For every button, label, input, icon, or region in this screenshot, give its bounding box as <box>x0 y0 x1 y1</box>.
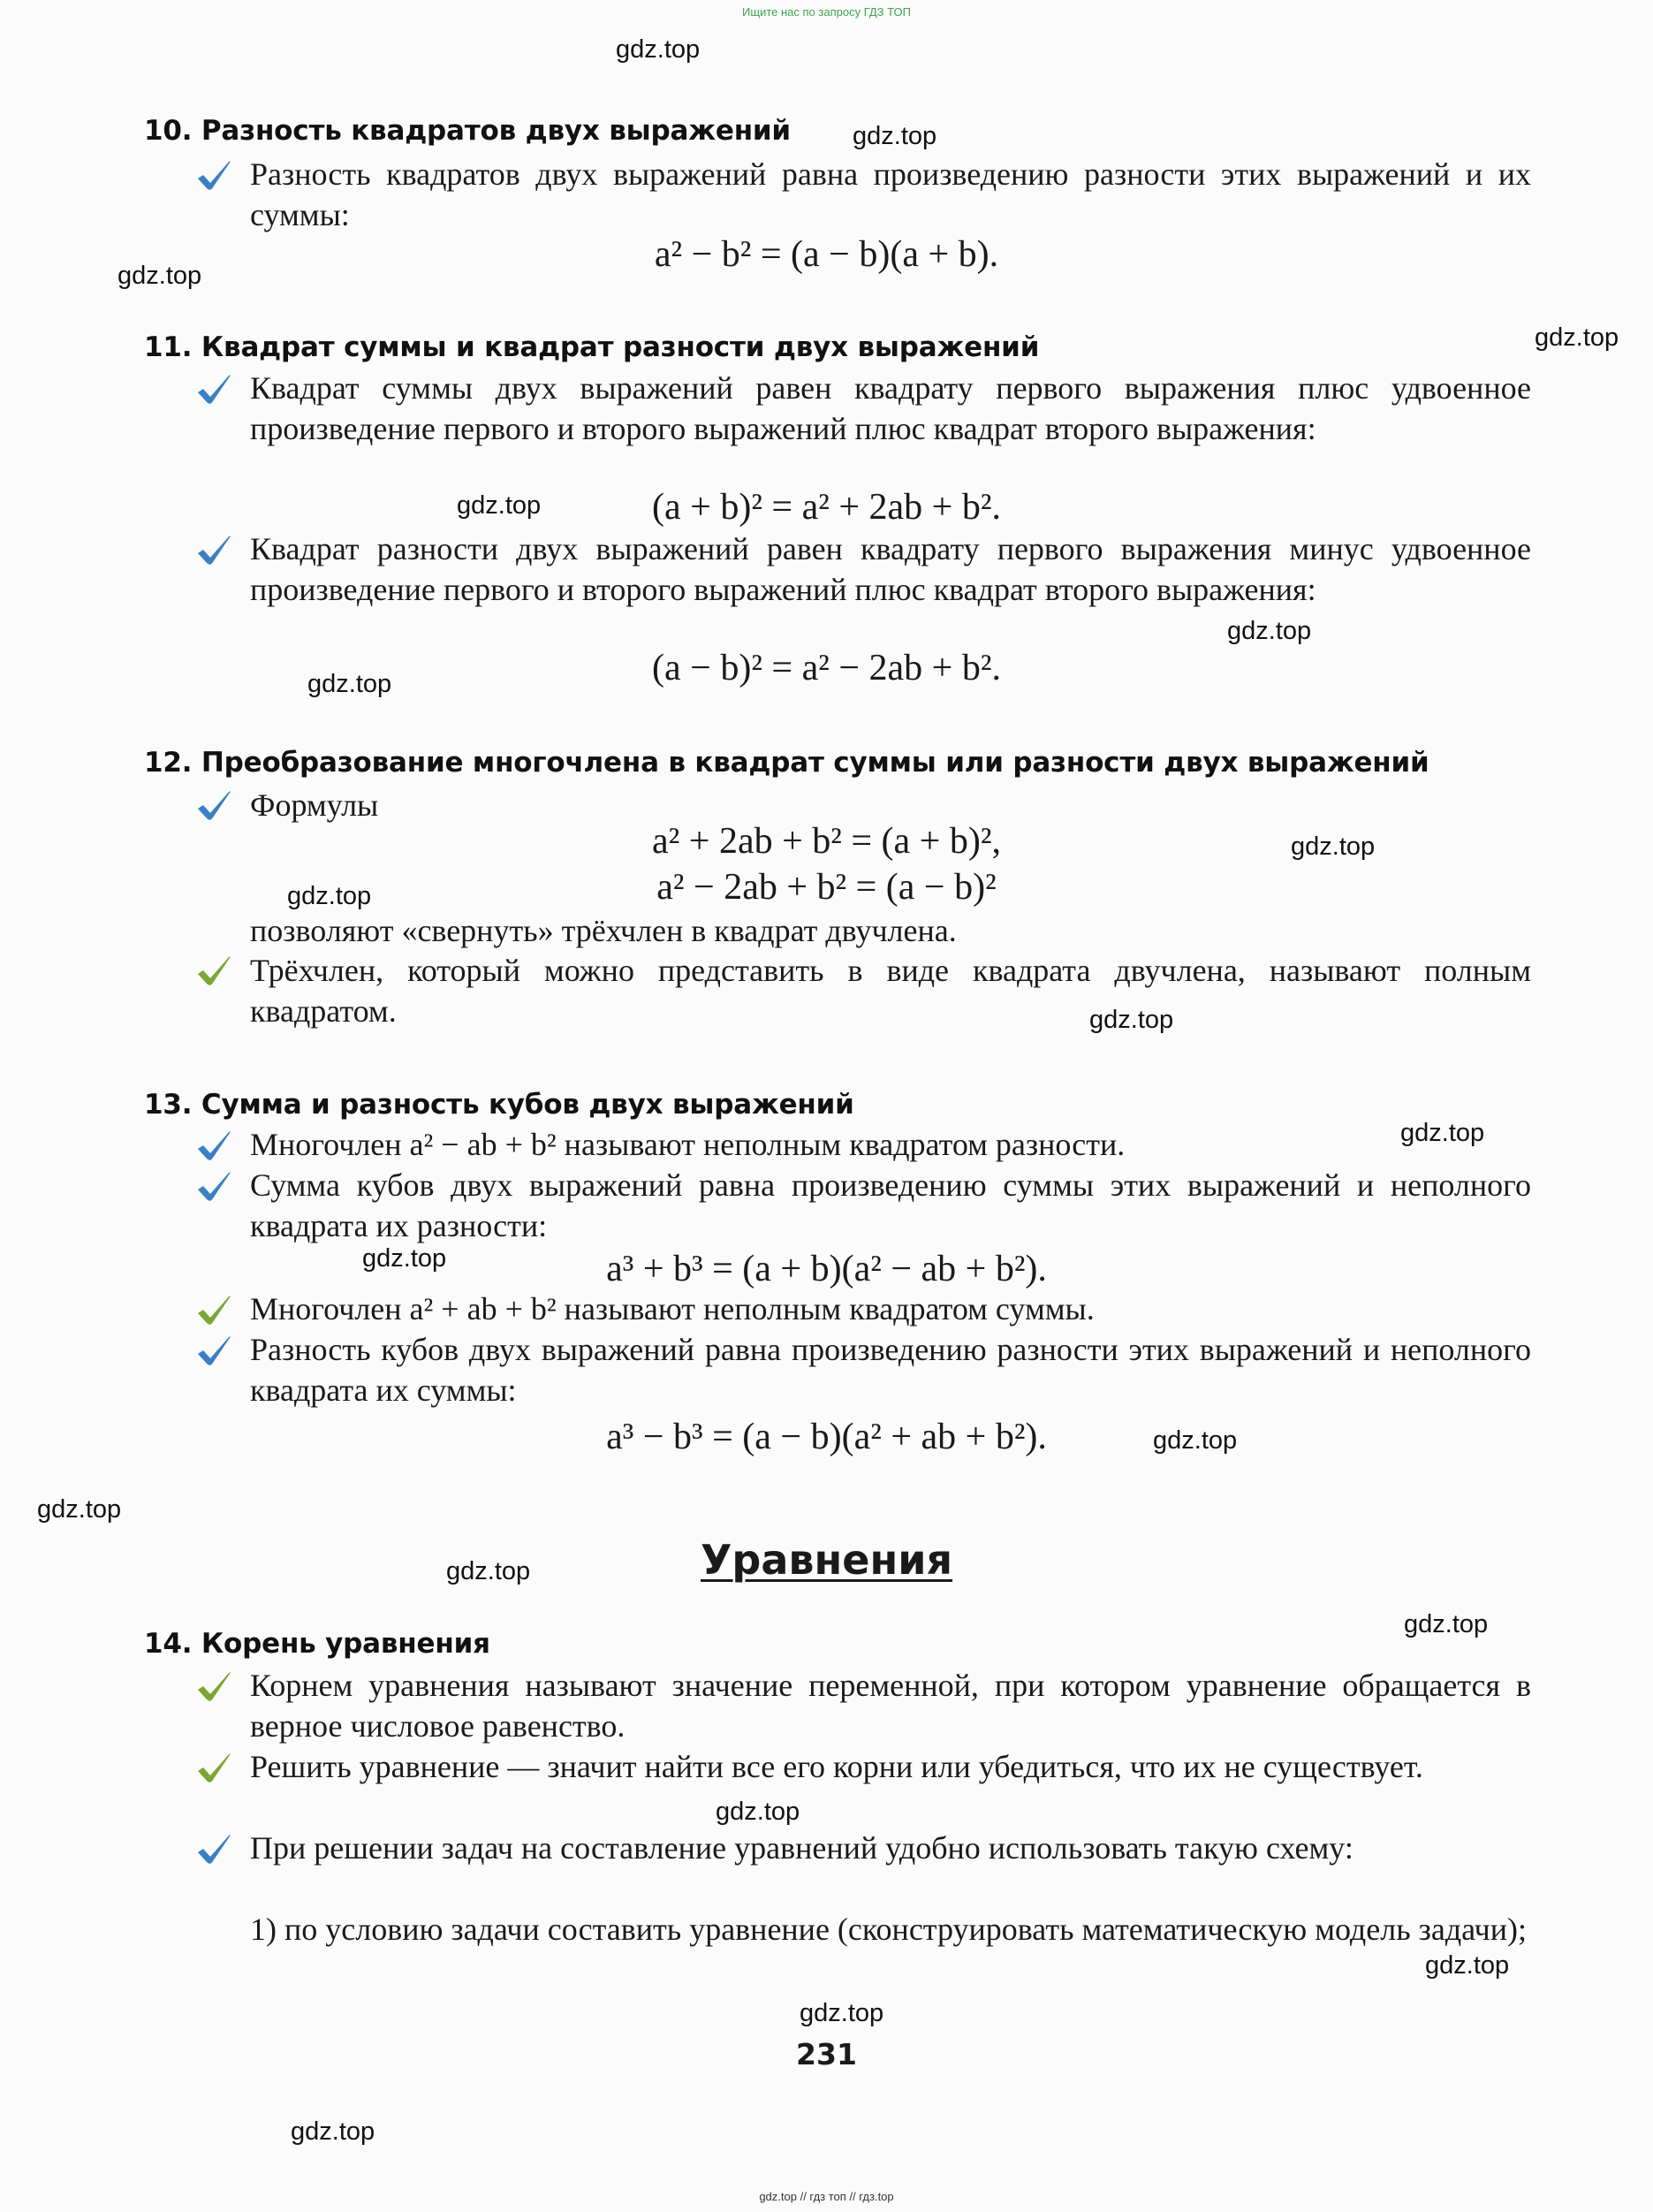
chapter-title <box>0 1536 1653 1584</box>
watermark: gdz.top <box>37 1495 122 1524</box>
watermark: gdz.top <box>1400 1119 1485 1147</box>
section-13-formula-1: a³ + b³ = (a + b)(a² − ab + b²). <box>606 1249 1047 1289</box>
page-number: 231 <box>796 2037 857 2071</box>
section-11-bullet-1: Квадрат суммы двух выражений равен квадрату первого выражения плюс удвоенное произведение первого и второго выражений плюс квадрат второго выражения: <box>250 370 1531 446</box>
section-11-heading: 11. Квадрат суммы и квадрат разности двух выражений <box>144 331 1040 363</box>
section-11-formula-1: (a + b)² = a² + 2ab + b². <box>652 487 1001 528</box>
watermark: gdz.top <box>1535 323 1619 352</box>
checkmark-icon <box>194 1294 233 1329</box>
watermark: gdz.top <box>853 122 937 150</box>
section-12-formula-1: a² + 2ab + b² = (a + b)², <box>652 821 1001 862</box>
section-11-formula-2: (a − b)² = a² − 2ab + b². <box>652 648 1001 688</box>
watermark: gdz.top <box>1153 1426 1238 1455</box>
watermark: gdz.top <box>446 1557 531 1585</box>
top-banner[interactable]: Ищите нас по запросу ГДЗ ТОП <box>742 5 911 19</box>
section-13-bullet-1: Многочлен a² − ab + b² называют неполным квадратом разности. <box>250 1127 1126 1162</box>
bottom-banner[interactable]: gdz.top // гдз топ // гдз.top <box>759 2190 894 2203</box>
watermark: gdz.top <box>716 1798 800 1826</box>
section-12-formula-2: a² − 2ab + b² = (a − b)² <box>656 867 997 908</box>
section-13-bullet-4: Разность кубов двух выражений равна произведению разности этих выражений и неполного квадрата их суммы: <box>250 1332 1531 1408</box>
watermark: gdz.top <box>1227 617 1312 645</box>
watermark: gdz.top <box>307 670 392 698</box>
section-12-bullet-2: Трёхчлен, который можно представить в виде квадрата двучлена, называют полным квадратом. <box>250 953 1531 1029</box>
section-10-heading: 10. Разность квадратов двух выражений <box>144 115 791 147</box>
checkmark-icon <box>194 1670 233 1706</box>
section-13-heading: 13. Сумма и разность кубов двух выражений <box>144 1089 854 1121</box>
watermark: gdz.top <box>457 491 542 520</box>
watermark: gdz.top <box>1291 832 1376 861</box>
watermark: gdz.top <box>118 262 202 290</box>
section-12-bullet-1-cont: позволяют «свернуть» трёхчлен в квадрат двучлена. <box>250 913 957 948</box>
watermark: gdz.top <box>800 1999 884 2027</box>
watermark: gdz.top <box>287 882 372 910</box>
checkmark-icon <box>194 1334 233 1370</box>
section-14-bullet-1: Корнем уравнения называют значение переменной, при котором уравнение обращается в верное числовое равенство. <box>250 1668 1531 1744</box>
watermark: gdz.top <box>1425 1951 1510 1980</box>
section-13-formula-2: a³ − b³ = (a − b)(a² + ab + b²). <box>606 1417 1047 1457</box>
chapter-title-text: Уравнения <box>700 1536 953 1584</box>
section-14-heading: 14. Корень уравнения <box>144 1628 490 1660</box>
section-14-bullet-3-step-1: 1) по условию задачи составить уравнение (сконструировать математическую модель задачи); <box>250 1912 1528 1947</box>
checkmark-icon <box>194 1170 233 1205</box>
watermark: gdz.top <box>1404 1610 1489 1638</box>
checkmark-icon <box>194 159 233 194</box>
watermark: gdz.top <box>616 35 701 64</box>
checkmark-icon <box>194 534 233 569</box>
watermark: gdz.top <box>362 1244 447 1273</box>
section-11-bullet-2: Квадрат разности двух выражений равен квадрату первого выражения минус удвоенное произведение первого и второго выражений плюс квадрат второго выражения: <box>250 531 1531 607</box>
watermark: gdz.top <box>1089 1006 1174 1034</box>
section-12-bullet-1: Формулы <box>250 787 379 823</box>
checkmark-icon <box>194 373 233 408</box>
checkmark-icon <box>194 1752 233 1787</box>
section-13-bullet-3: Многочлен a² + ab + b² называют неполным квадратом суммы. <box>250 1291 1095 1326</box>
section-13-bullet-2: Сумма кубов двух выражений равна произведению суммы этих выражений и неполного квадрата их разности: <box>250 1167 1531 1243</box>
checkmark-icon <box>194 1129 233 1165</box>
section-14-bullet-2: Решить уравнение — значит найти все его корни или убедиться, что их не существует. <box>250 1749 1423 1784</box>
checkmark-icon <box>194 954 233 990</box>
section-10-bullet-1: Разность квадратов двух выражений равна произведению разности этих выражений и их суммы: <box>250 156 1531 232</box>
watermark: gdz.top <box>291 2117 375 2146</box>
section-10-formula-1: a² − b² = (a − b)(a + b). <box>654 234 999 275</box>
checkmark-icon <box>194 1833 233 1868</box>
section-12-heading: 12. Преобразование многочлена в квадрат суммы или разности двух выражений <box>144 747 1429 779</box>
section-14-bullet-3: При решении задач на составление уравнений удобно использовать такую схему: <box>250 1830 1353 1866</box>
